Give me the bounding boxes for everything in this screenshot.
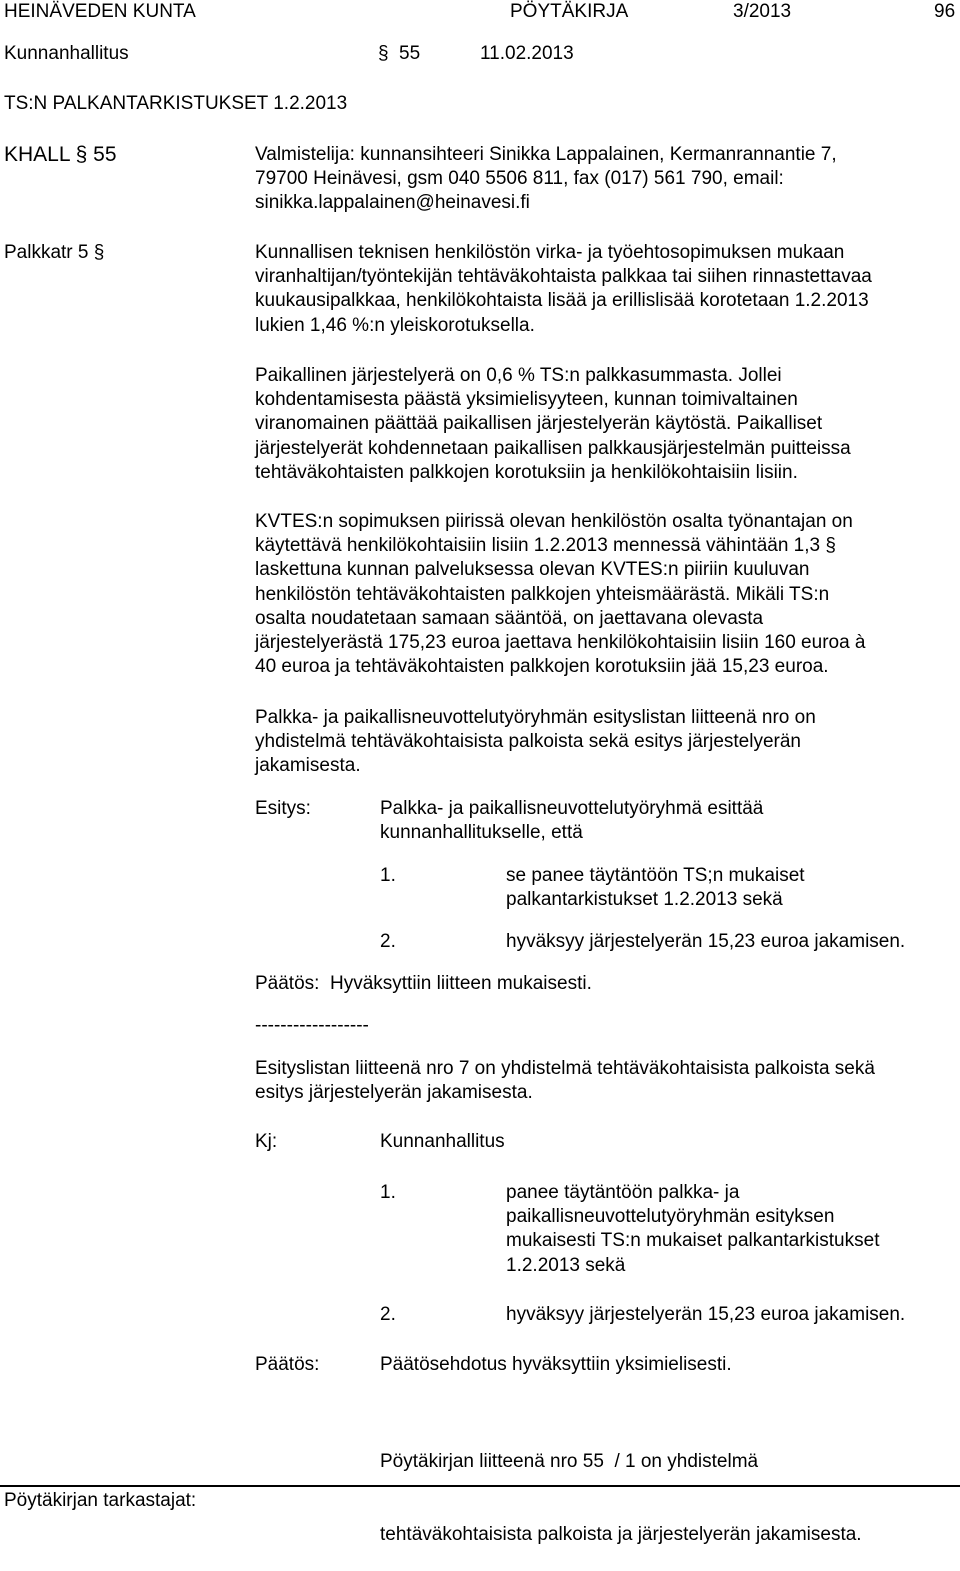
esitys-item-number: 2. (380, 931, 396, 952)
khall-label (4, 143, 117, 167)
text-line-content: käytettävä henkilökohtaisiin lisiin 1.2.2013 mennessä vähintään 1,3 (255, 535, 821, 557)
khall-number: 55 (93, 143, 117, 166)
section-sign-icon: § (93, 242, 105, 263)
text-line: Pöytäkirjan liitteenä nro 55 / 1 on yhdistelmä (380, 1451, 759, 1473)
text-line: Palkka- ja paikallisneuvottelutyöryhmän esityslistan liitteenä nro on (255, 707, 816, 728)
section-number: 55 (399, 43, 421, 64)
valmistelija-line: 79700 Heinävesi, gsm 040 5506 811, fax (017) 561 790, email: (255, 168, 784, 190)
text-line: mukaisesti TS:n mukaiset palkantarkistukset (506, 1230, 880, 1252)
text-line: laskettuna kunnan palveluksessa olevan KVTES:n piiriin kuuluvan (255, 559, 810, 581)
kj-item-text (506, 1181, 879, 1278)
text-line: tehtäväkohtaisista palkoista ja järjestelyerän jakamisesta. (380, 1524, 862, 1546)
text-line: esitys järjestelyerän jakamisesta. (255, 1082, 533, 1104)
text-line: kohdentamisesta päästä yksimielisyyteen, kunnan toimivaltainen (255, 389, 798, 411)
text-line: paikallisneuvottelutyöryhmän esityksen (506, 1206, 835, 1228)
palkkatr-text: Palkkatr 5 (4, 242, 89, 263)
kj-item-number: 1. (380, 1182, 396, 1203)
paatos-2-text: Päätösehdotus hyväksyttiin yksimielisesti. (380, 1354, 732, 1375)
section-sign-icon: § (378, 43, 389, 64)
section-sign-icon: § (75, 143, 88, 166)
text-line: panee täytäntöön palkka- ja (506, 1182, 740, 1203)
kj-label: Kj: (255, 1131, 278, 1152)
valmistelija-line: Valmistelija: kunnansihteeri Sinikka Lappalainen, Kermanrannantie 7, (255, 144, 837, 165)
kj-text: Kunnanhallitus (380, 1131, 505, 1152)
paragraph-1 (255, 241, 872, 338)
meeting-body: Kunnanhallitus (4, 43, 129, 64)
esitys-item-text (506, 864, 805, 912)
text-line: osalta noudatetaan samaan sääntöä, on jaettavana olevasta (255, 607, 764, 629)
text-line: 40 euroa ja tehtäväkohtaisten palkkojen korotuksiin jää 15,23 euroa. (255, 656, 829, 678)
esitys-item-number: 1. (380, 865, 396, 886)
org-name: HEINÄVEDEN KUNTA (4, 1, 196, 22)
liite-paragraph (255, 1057, 875, 1105)
footer-label: Pöytäkirjan tarkastajat: (4, 1490, 197, 1511)
esitys-label: Esitys: (255, 798, 311, 819)
text-line: yhdistelmä tehtäväkohtaisista palkoista sekä esitys järjestelyerän (255, 731, 801, 753)
paragraph-3 (255, 510, 866, 679)
page-title: TS:N PALKANTARKISTUKSET 1.2.2013 (4, 93, 348, 114)
paatos-2-label: Päätös: (255, 1354, 320, 1375)
text-line: Kunnallisen teknisen henkilöstön virka- ja työehtosopimuksen mukaan (255, 242, 845, 263)
khall-text: KHALL (4, 143, 70, 166)
text-line: 1.2.2013 sekä (506, 1254, 626, 1276)
text-line: viranomainen päättää paikallisen järjestelyerän käytöstä. Paikalliset (255, 413, 823, 435)
text-line: järjestelyerät kohdennetaan paikallisen palkkausjärjestelmän puitteissa (255, 437, 851, 459)
text-line: jakamisesta. (255, 755, 361, 777)
kj-item-number: 2. (380, 1304, 396, 1325)
text-line: kunnanhallitukselle, että (380, 822, 583, 844)
text-line: järjestelyerästä 175,23 euroa jaettava henkilökohtaisiin lisiin 160 euroa à (255, 632, 866, 654)
text-line: henkilöstön tehtäväkohtaisten palkkojen yhteismäärästä. Mikäli TS:n (255, 583, 830, 605)
footer-divider (0, 1485, 960, 1487)
text-line: palkantarkistukset 1.2.2013 sekä (506, 889, 783, 911)
text-line: Paikallinen järjestelyerä on 0,6 % TS:n palkkasummasta. Jollei (255, 365, 782, 386)
text-line (255, 534, 866, 558)
meeting-date: 11.02.2013 (480, 43, 574, 64)
text-line: Esityslistan liitteenä nro 7 on yhdistelmä tehtäväkohtaisista palkoista sekä (255, 1058, 875, 1079)
esitys-item-text: hyväksyy järjestelyerän 15,23 euroa jakamisen. (506, 931, 906, 952)
paatos-1: Päätös: Hyväksyttiin liitteen mukaisesti. (255, 973, 592, 994)
palkkatr-label (4, 241, 104, 265)
paragraph-4 (255, 706, 816, 779)
valmistelija-block (255, 143, 837, 216)
issue-number: 3/2013 (733, 1, 792, 22)
text-line: viranhaltijan/työntekijän tehtäväkohtaista palkkaa tai siihen rinnastettavaa (255, 266, 872, 288)
text-line: KVTES:n sopimuksen piirissä olevan henkilöstön osalta työnantajan on (255, 511, 853, 532)
section-sign-icon: § (825, 535, 836, 557)
paragraph-2 (255, 364, 851, 485)
valmistelija-line: sinikka.lappalainen@heinavesi.fi (255, 192, 530, 214)
section-symbol (378, 42, 389, 66)
text-line: kuukausipalkkaa, henkilökohtaista lisää ja erillislisää korotetaan 1.2.2013 (255, 290, 869, 312)
esitys-text (380, 797, 763, 845)
separator-line: ------------------ (255, 1015, 369, 1036)
text-line: tehtäväkohtaisten palkkojen korotuksiin ja henkilökohtaisiin lisiin. (255, 461, 798, 483)
text-line: Palkka- ja paikallisneuvottelutyöryhmä esittää (380, 798, 764, 819)
text-line: se panee täytäntöön TS;n mukaiset (506, 865, 805, 886)
kj-item-text: hyväksyy järjestelyerän 15,23 euroa jakamisen. (506, 1304, 906, 1325)
doc-type: PÖYTÄKIRJA (510, 1, 629, 22)
page-number: 96 (934, 1, 956, 22)
text-line: lukien 1,46 %:n yleiskorotuksella. (255, 314, 535, 336)
